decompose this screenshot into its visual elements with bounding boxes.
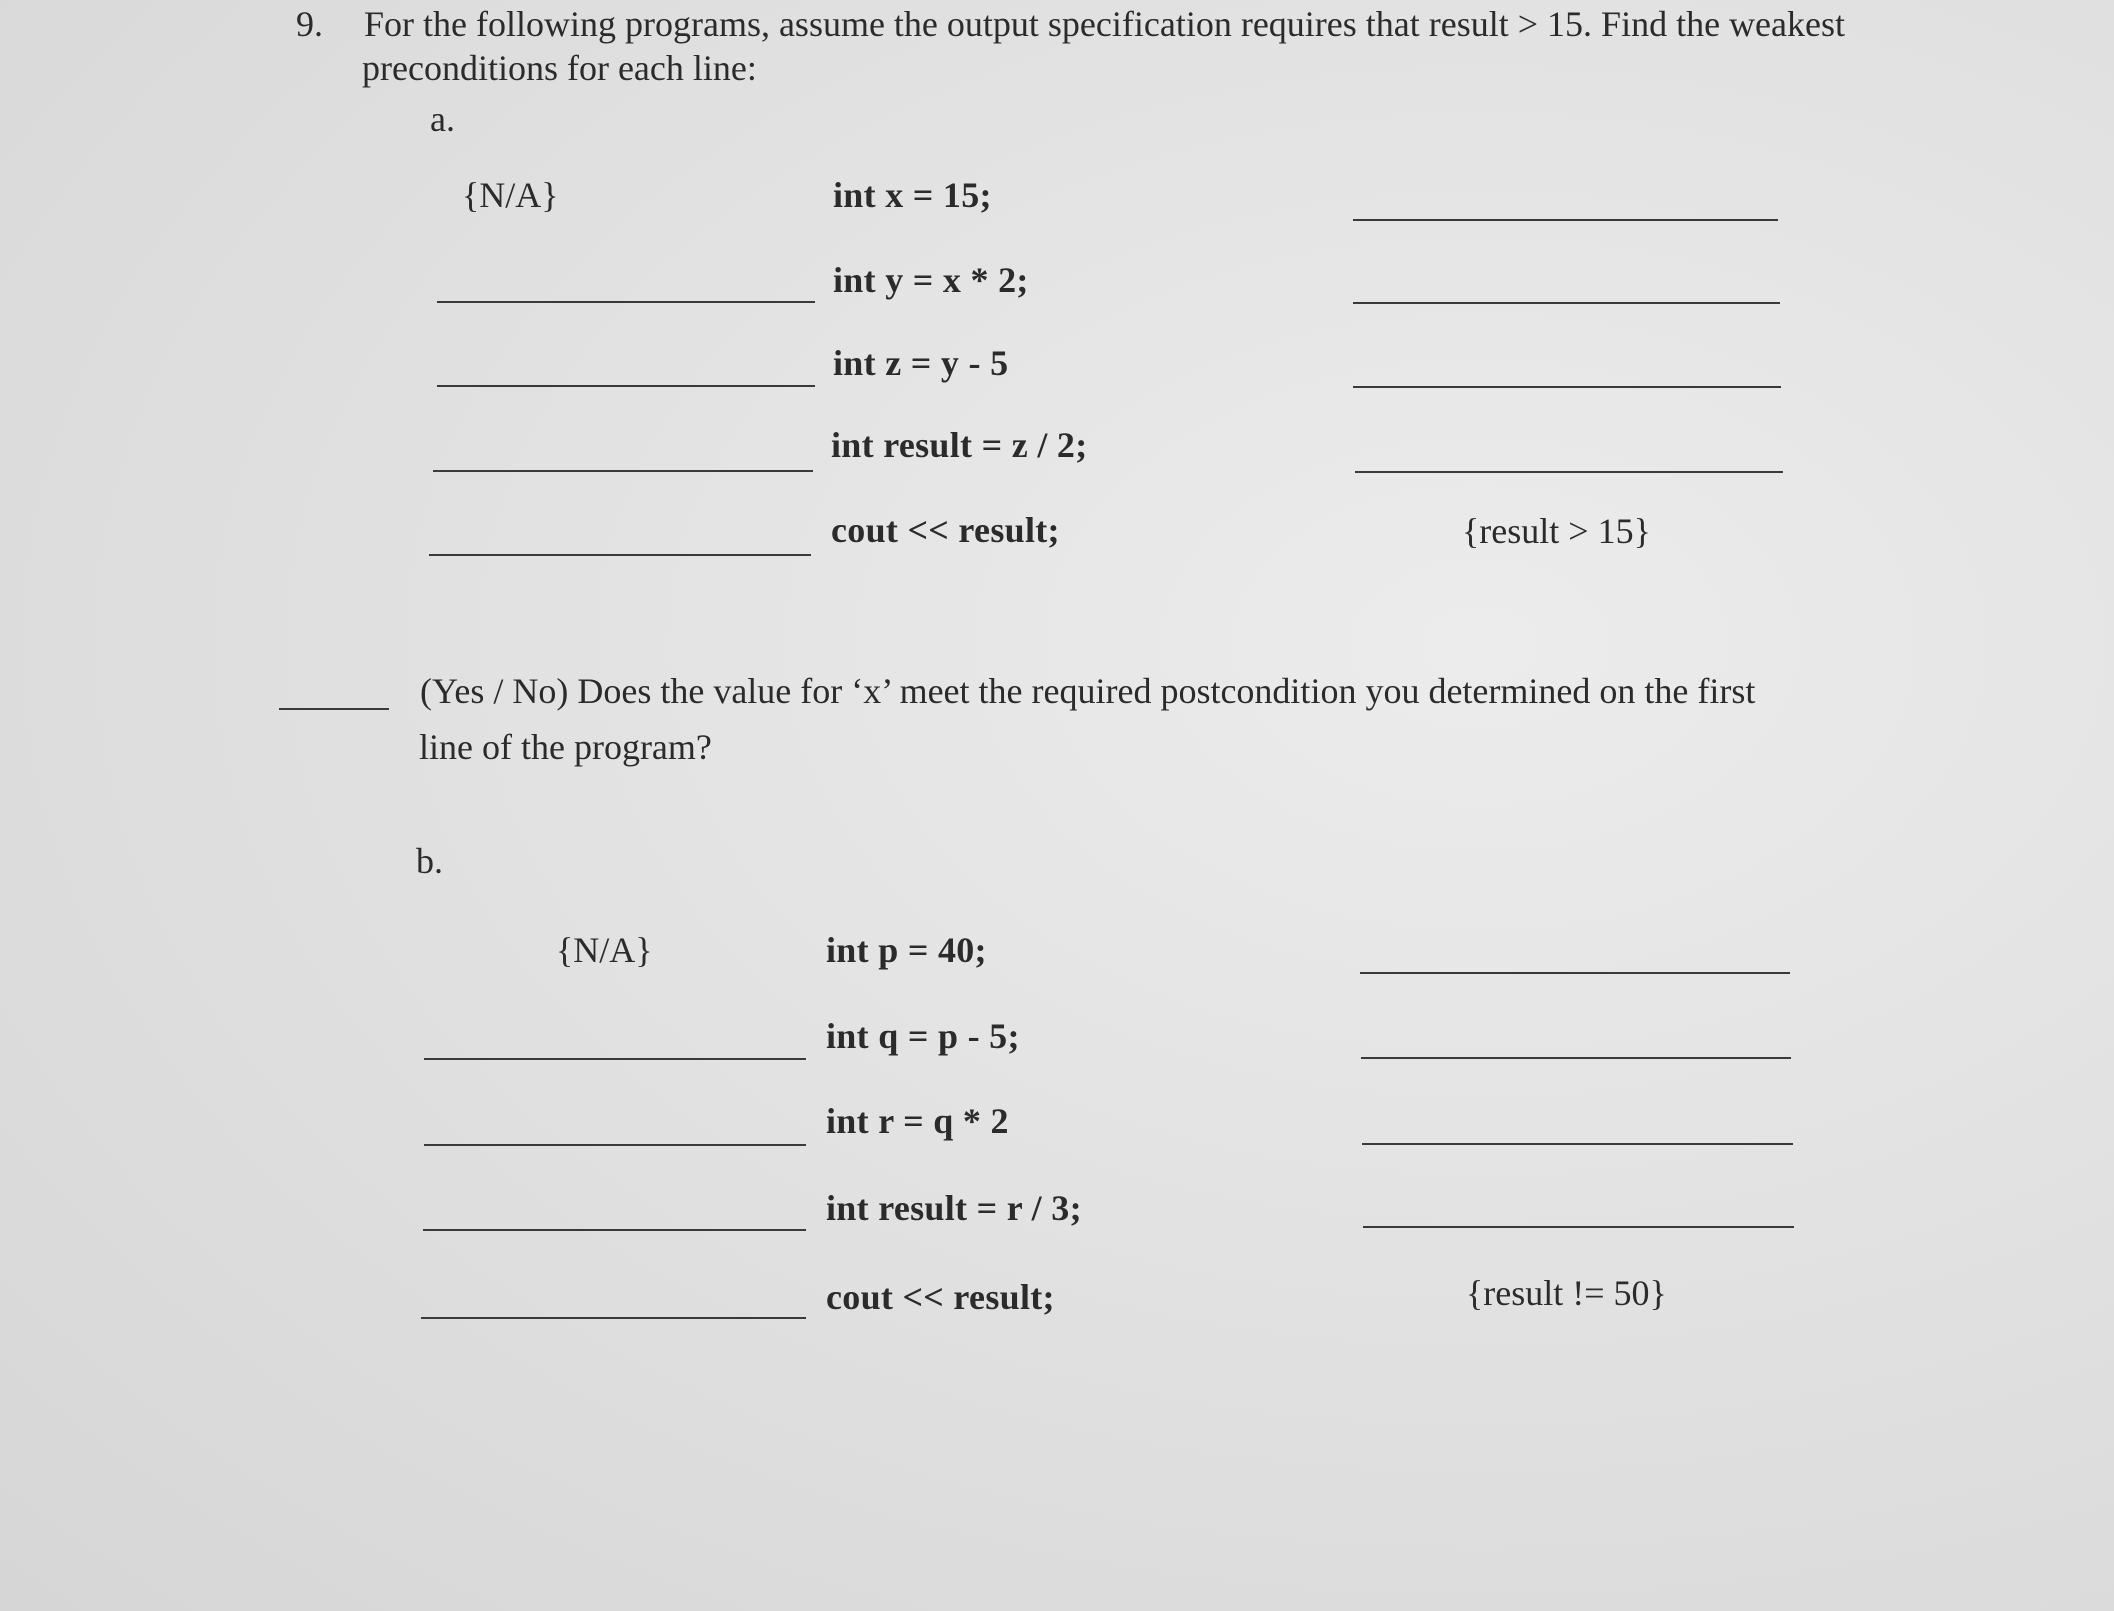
part-a-right-blank-2[interactable] <box>1353 302 1780 304</box>
part-a-postcondition: {result > 15} <box>1462 511 1651 551</box>
part-a-right-blank-3[interactable] <box>1353 386 1781 388</box>
part-b-right-blank-1[interactable] <box>1360 972 1790 974</box>
part-b-code-line-5: cout << result; <box>826 1277 1055 1317</box>
question-text-line-2: preconditions for each line: <box>362 48 757 88</box>
part-a-code-line-3: int z = y - 5 <box>833 343 1009 383</box>
part-b-left-blank-3[interactable] <box>424 1144 806 1146</box>
part-a-right-blank-4[interactable] <box>1355 471 1783 473</box>
part-a-left-blank-2[interactable] <box>437 301 815 303</box>
part-b-left-blank-2[interactable] <box>424 1058 806 1060</box>
part-b-left-blank-4[interactable] <box>423 1229 806 1231</box>
part-a-left-blank-4[interactable] <box>433 470 813 472</box>
part-b-right-blank-2[interactable] <box>1361 1057 1791 1059</box>
yes-no-question-line-2: line of the program? <box>419 727 712 767</box>
question-number: 9. <box>296 4 323 44</box>
part-a-code-line-2: int y = x * 2; <box>833 260 1029 300</box>
part-b-start-condition: {N/A} <box>556 930 653 970</box>
part-b-left-blank-5[interactable] <box>421 1317 806 1319</box>
part-a-left-blank-3[interactable] <box>437 385 815 387</box>
part-b-code-line-2: int q = p - 5; <box>826 1016 1020 1056</box>
yes-no-answer-blank[interactable] <box>279 708 389 710</box>
part-b-code-line-4: int result = r / 3; <box>826 1188 1082 1228</box>
part-b-code-line-1: int p = 40; <box>826 930 987 970</box>
part-b-code-line-3: int r = q * 2 <box>826 1101 1009 1141</box>
part-b-right-blank-3[interactable] <box>1362 1143 1793 1145</box>
yes-no-question-line-1: (Yes / No) Does the value for ‘x’ meet the required postcondition you determined on the first <box>420 671 1756 711</box>
part-a-left-blank-5[interactable] <box>429 554 811 556</box>
part-a-code-line-1: int x = 15; <box>833 175 992 215</box>
part-a-label: a. <box>430 99 455 139</box>
part-b-postcondition: {result != 50} <box>1466 1273 1667 1313</box>
part-a-code-line-4: int result = z / 2; <box>831 425 1088 465</box>
part-b-label: b. <box>416 841 443 881</box>
part-a-code-line-5: cout << result; <box>831 510 1060 550</box>
part-b-right-blank-4[interactable] <box>1363 1226 1794 1228</box>
part-a-start-condition: {N/A} <box>462 175 559 215</box>
part-a-right-blank-1[interactable] <box>1353 219 1778 221</box>
question-text-line-1: For the following programs, assume the output specification requires that result > 15. Find the weakest <box>364 4 1845 44</box>
